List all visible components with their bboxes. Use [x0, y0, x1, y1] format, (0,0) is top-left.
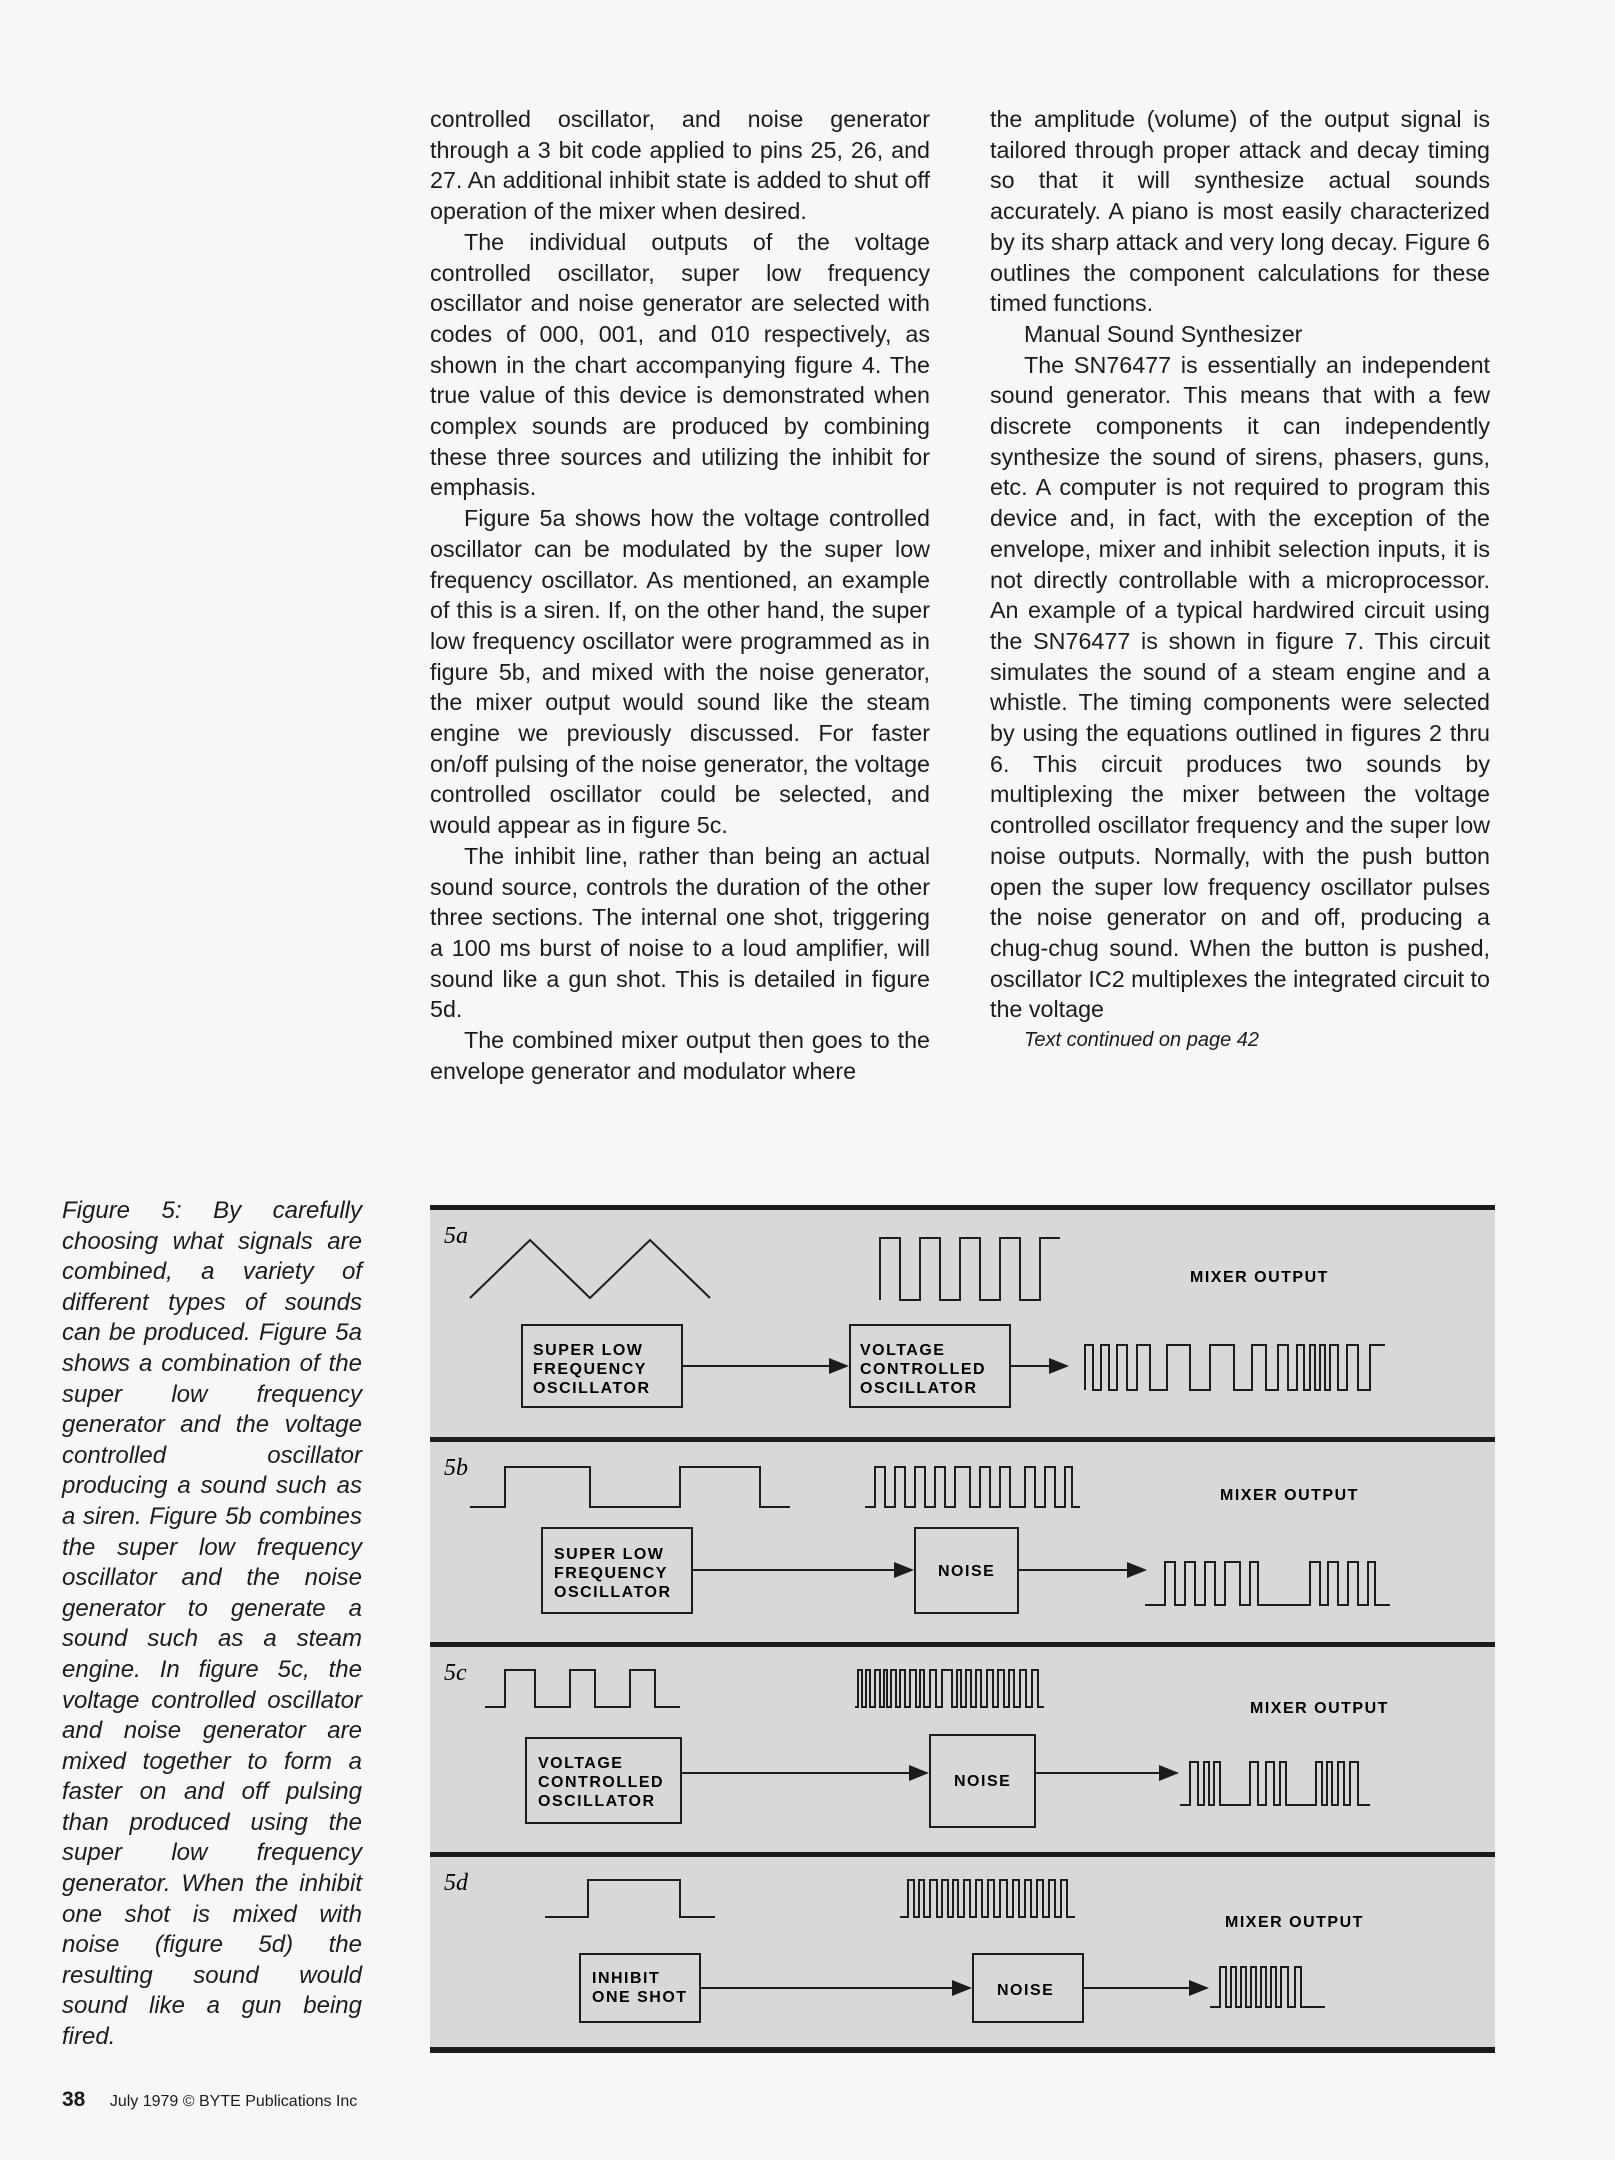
- mixer-output-label: MIXER OUTPUT: [1190, 1269, 1329, 1286]
- box-label: SUPER LOW FREQUENCY OSCILLATOR: [533, 1342, 651, 1397]
- mixer-output-label: MIXER OUTPUT: [1225, 1914, 1364, 1931]
- section-heading: Manual Sound Synthesizer: [1024, 320, 1303, 347]
- paragraph: The inhibit line, rather than being an actual sound source, controls the duration of the other three sections. The internal one shot, triggering a 100 ms burst of noise to a loud amplifier, will sound like a gun shot. This is detailed in figure 5d.: [430, 842, 930, 1023]
- publication-info: July 1979 © BYTE Publications Inc: [109, 2093, 358, 2110]
- panel-label: 5b: [444, 1455, 468, 1481]
- paragraph: The individual outputs of the voltage controlled oscillator, super low frequency oscillator and noise generator are selected with codes of 000, 001, and 010 respectively, as shown in the chart accompanying figure 4. The true value of this device is demonstrated when complex sounds are produced by combining these three sources and utilizing the inhibit for emphasis.: [430, 228, 930, 501]
- panel-label: 5c: [444, 1660, 467, 1686]
- continued-note: Text continued on page 42: [1024, 1029, 1260, 1052]
- box-label: SUPER LOW FREQUENCY OSCILLATOR: [554, 1546, 672, 1601]
- box-label: NOISE: [997, 1982, 1055, 1999]
- page-footer: [62, 2088, 357, 2112]
- figure-5: [430, 1205, 1495, 2053]
- mixer-output-label: MIXER OUTPUT: [1220, 1487, 1359, 1504]
- box-label: NOISE: [938, 1563, 996, 1580]
- box-label: VOLTAGE CONTROLLED OSCILLATOR: [538, 1755, 665, 1810]
- panel-label: 5a: [444, 1223, 468, 1249]
- panel-label: 5d: [444, 1870, 468, 1896]
- panel-5c: [430, 1642, 1495, 1852]
- figure-caption: Figure 5: By carefully choosing what signals are combined, a variety of different types of sounds can be produced. Figure 5a shows a combination of the super low frequency generator and the voltage controlled oscillator producing a sound such as a siren. Figure 5b combines the super low frequency oscillator and the noise generator to generate a sound such as a steam engine. In figure 5c, the voltage controlled oscillator and noise generator are mixed together to form a faster on and off pulsing than produced using the super low frequency generator. When the inhibit one shot is mixed with noise (figure 5d) the resulting sound would sound like a gun being fired.: [62, 1197, 362, 2051]
- box-label: INHIBIT ONE SHOT: [592, 1970, 688, 2006]
- paragraph: The combined mixer output then goes to the envelope generator and modulator where: [430, 1027, 930, 1084]
- panel-5a: [430, 1205, 1495, 1437]
- paragraph: controlled oscillator, and noise generator through a 3 bit code applied to pins 25, 26, and 27. An additional inhibit state is added to shut off operation of the mixer when desired.: [430, 106, 930, 225]
- page-number: 38: [62, 2088, 86, 2111]
- article-left-column: [430, 104, 930, 1087]
- paragraph: The SN76477 is essentially an independent sound generator. This means that with a few discrete components it can independently synthesize the sound of sirens, phasers, guns, etc. A computer is not required to program this device and, in fact, with the exception of the envelope, mixer and inhibit selection inputs, it is not directly controllable with a microprocessor. An example of a typical hardwired circuit using the SN76477 is shown in figure 7. This circuit simulates the sound of a steam engine and a whistle. The timing components were selected by using the equations outlined in figures 2 thru 6. This circuit produces two sounds by multiplexing the mixer between the voltage controlled oscillator frequency and the super low noise outputs. Normally, with the push button open the super low frequency oscillator pulses the noise generator on and off, producing a chug-chug sound. When the button is pushed, oscillator IC2 multiplexes the integrated circuit to the voltage: [990, 351, 1490, 1023]
- paragraph: Figure 5a shows how the voltage controlled oscillator can be modulated by the super low frequency oscillator. As mentioned, an example of this is a siren. If, on the other hand, the super low frequency oscillator were programmed as in figure 5b, and mixed with the noise generator, the mixer output would sound like the steam engine we previously discussed. For faster on/off pulsing of the noise generator, the voltage controlled oscillator could be selected, and would appear as in figure 5c.: [430, 505, 930, 839]
- paragraph: the amplitude (volume) of the output signal is tailored through proper attack and decay timing so that it will synthesize actual sounds accurately. A piano is most easily characterized by its sharp attack and very long decay. Figure 6 outlines the component calculations for these timed functions.: [990, 106, 1490, 317]
- mixer-output-label: MIXER OUTPUT: [1250, 1700, 1389, 1717]
- article-right-column: [990, 104, 1490, 1056]
- box-label: VOLTAGE CONTROLLED OSCILLATOR: [860, 1342, 987, 1397]
- box-label: NOISE: [954, 1773, 1012, 1790]
- panel-5d: [430, 1852, 1495, 2053]
- panel-5b: [430, 1437, 1495, 1642]
